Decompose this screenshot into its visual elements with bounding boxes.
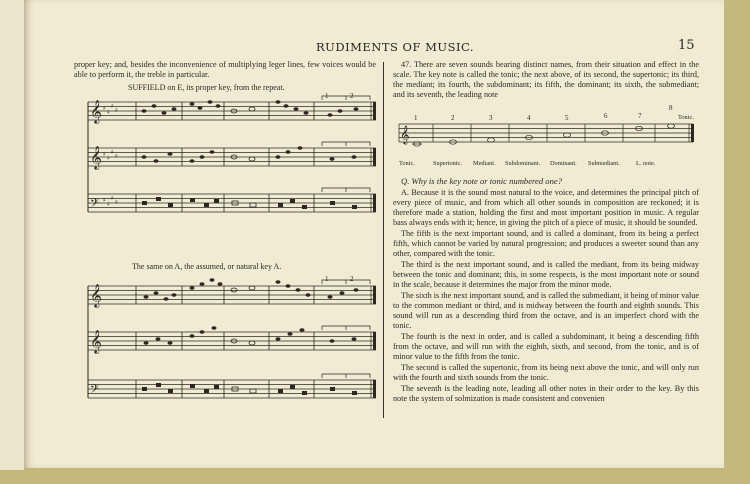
scale-number-3: 3	[489, 114, 493, 122]
svg-text:♯: ♯	[111, 195, 114, 202]
svg-text:♯: ♯	[115, 199, 118, 206]
scale-number-8: 8	[669, 104, 673, 112]
scale-number-5: 5	[565, 114, 569, 122]
svg-text:♯: ♯	[107, 155, 110, 162]
svg-text:𝄢: 𝄢	[90, 197, 100, 213]
key-a-caption: The same on A, the assumed, or natural key A.	[132, 262, 282, 271]
svg-text:♯: ♯	[115, 153, 118, 160]
music-key-a	[74, 276, 379, 416]
svg-text:𝄞: 𝄞	[90, 99, 102, 123]
music-suffield-e	[74, 94, 379, 234]
scale-name-tonic: Tonic.	[399, 160, 415, 167]
left-page-edge	[0, 0, 25, 470]
running-title: RUDIMENTS OF MUSIC.	[316, 40, 475, 54]
octave-tonic-label: Tonic.	[678, 114, 694, 121]
left-intro-text: proper key; and, besides the inconvenience of multiplying leger lines, few voices would be able to perform it, the treble in particular.	[74, 60, 376, 79]
paragraph-subdominant: The fourth is the next in order, and is called a subdominant, it being a descending fifth from the octave, and will run with the eighth, sixth, and second, from the tonic, and is of minor value to the fifth from the tonic.	[393, 332, 699, 361]
paragraph-mediant: The third is the next important sound, and is called the mediant, from its being midway between the tonic and dominant; this, in some respects, is the most important note or sound in the scale, because it determines the major from the minor mode.	[393, 260, 699, 289]
paragraph-dominant: The fifth is the next important sound, and is called a dominant, from its being a perfect fifth, which cannot be varied by natural progression; and produces a sweeter sound than any other, compared with the tonic.	[393, 229, 699, 258]
ending-2-a: 2	[350, 92, 354, 100]
scale-number-1: 1	[414, 114, 418, 122]
ending-2-b: 2	[350, 275, 354, 283]
scale-number-7: 7	[638, 112, 642, 120]
page-header	[24, 40, 724, 56]
suffield-caption: SUFFIELD on E, its proper key, from the repeat.	[128, 83, 285, 92]
svg-text:♯: ♯	[115, 107, 118, 114]
ending-1-b: 1	[325, 275, 329, 283]
page-number: 15	[678, 38, 695, 53]
svg-text:𝄞: 𝄞	[90, 329, 102, 353]
svg-text:♯: ♯	[103, 105, 106, 112]
scale-name-submediant: Submediant.	[588, 160, 620, 167]
answer-tonic: A. Because it is the sound most natural to the voice, and determines the principal pitch of every piece of music, and from which all other sounds in composition are reckoned; it is therefore made a station, holding the first and most important position in music. A regular bass always ends with it; hence, in giving the pitch of a piece of music, it should be sounded.	[393, 188, 699, 227]
scale-name-dominant: Dominant.	[550, 160, 577, 167]
column-divider	[383, 62, 384, 418]
paragraph-leading-note: The seventh is the leading note, leading all other notes in their order to the key. By this note the system of solmization is made consistent and convenien	[393, 384, 699, 403]
svg-text:♯: ♯	[111, 149, 114, 156]
scale-number-2: 2	[451, 114, 455, 122]
paragraph-submediant: The sixth is the next important sound, and is called the submediant, it being of minor value to the common mediant or third, and is midway between the fourth and eighth sounds. This sound will run as a descending third from the octave, and is an imperfect chord with the tonic.	[393, 291, 699, 330]
svg-text:♯: ♯	[103, 151, 106, 158]
svg-text:𝄞: 𝄞	[400, 125, 410, 144]
scale-name-mediant: Mediant.	[473, 160, 496, 167]
svg-text:𝄢: 𝄢	[90, 383, 100, 399]
ending-1-a: 1	[325, 92, 329, 100]
svg-text:♯: ♯	[111, 103, 114, 110]
scale-number-4: 4	[527, 114, 531, 122]
scale-name-subdominant: Subdominant.	[505, 160, 541, 167]
svg-text:♯: ♯	[107, 109, 110, 116]
paragraph-47: 47. There are seven sounds bearing distinct names, from their situation and effect in the scale. The key note is called the tonic; the next above, of its second, the supertonic; its third, the mediant; its fourth, the subdominant; its fifth, the dominant; its sixth, the submediant; and its seventh, the leading note	[393, 60, 699, 99]
svg-text:♯: ♯	[103, 197, 106, 204]
right-body-text	[393, 176, 699, 405]
scale-number-6: 6	[604, 112, 608, 120]
svg-text:𝄞: 𝄞	[90, 145, 102, 169]
scale-name-supertonic: Supertonic.	[433, 160, 462, 167]
question-tonic: Q. Why is the key note or tonic numbered one?	[401, 176, 563, 186]
svg-text:♯: ♯	[107, 201, 110, 208]
paragraph-supertonic: The second is called the supertonic, from its being next above the tonic, and will only run with the fourth and sixth sounds from the tonic.	[393, 363, 699, 382]
svg-text:𝄞: 𝄞	[90, 283, 102, 307]
book-page	[24, 0, 724, 468]
scale-name-leading-note: L. note.	[636, 160, 656, 167]
